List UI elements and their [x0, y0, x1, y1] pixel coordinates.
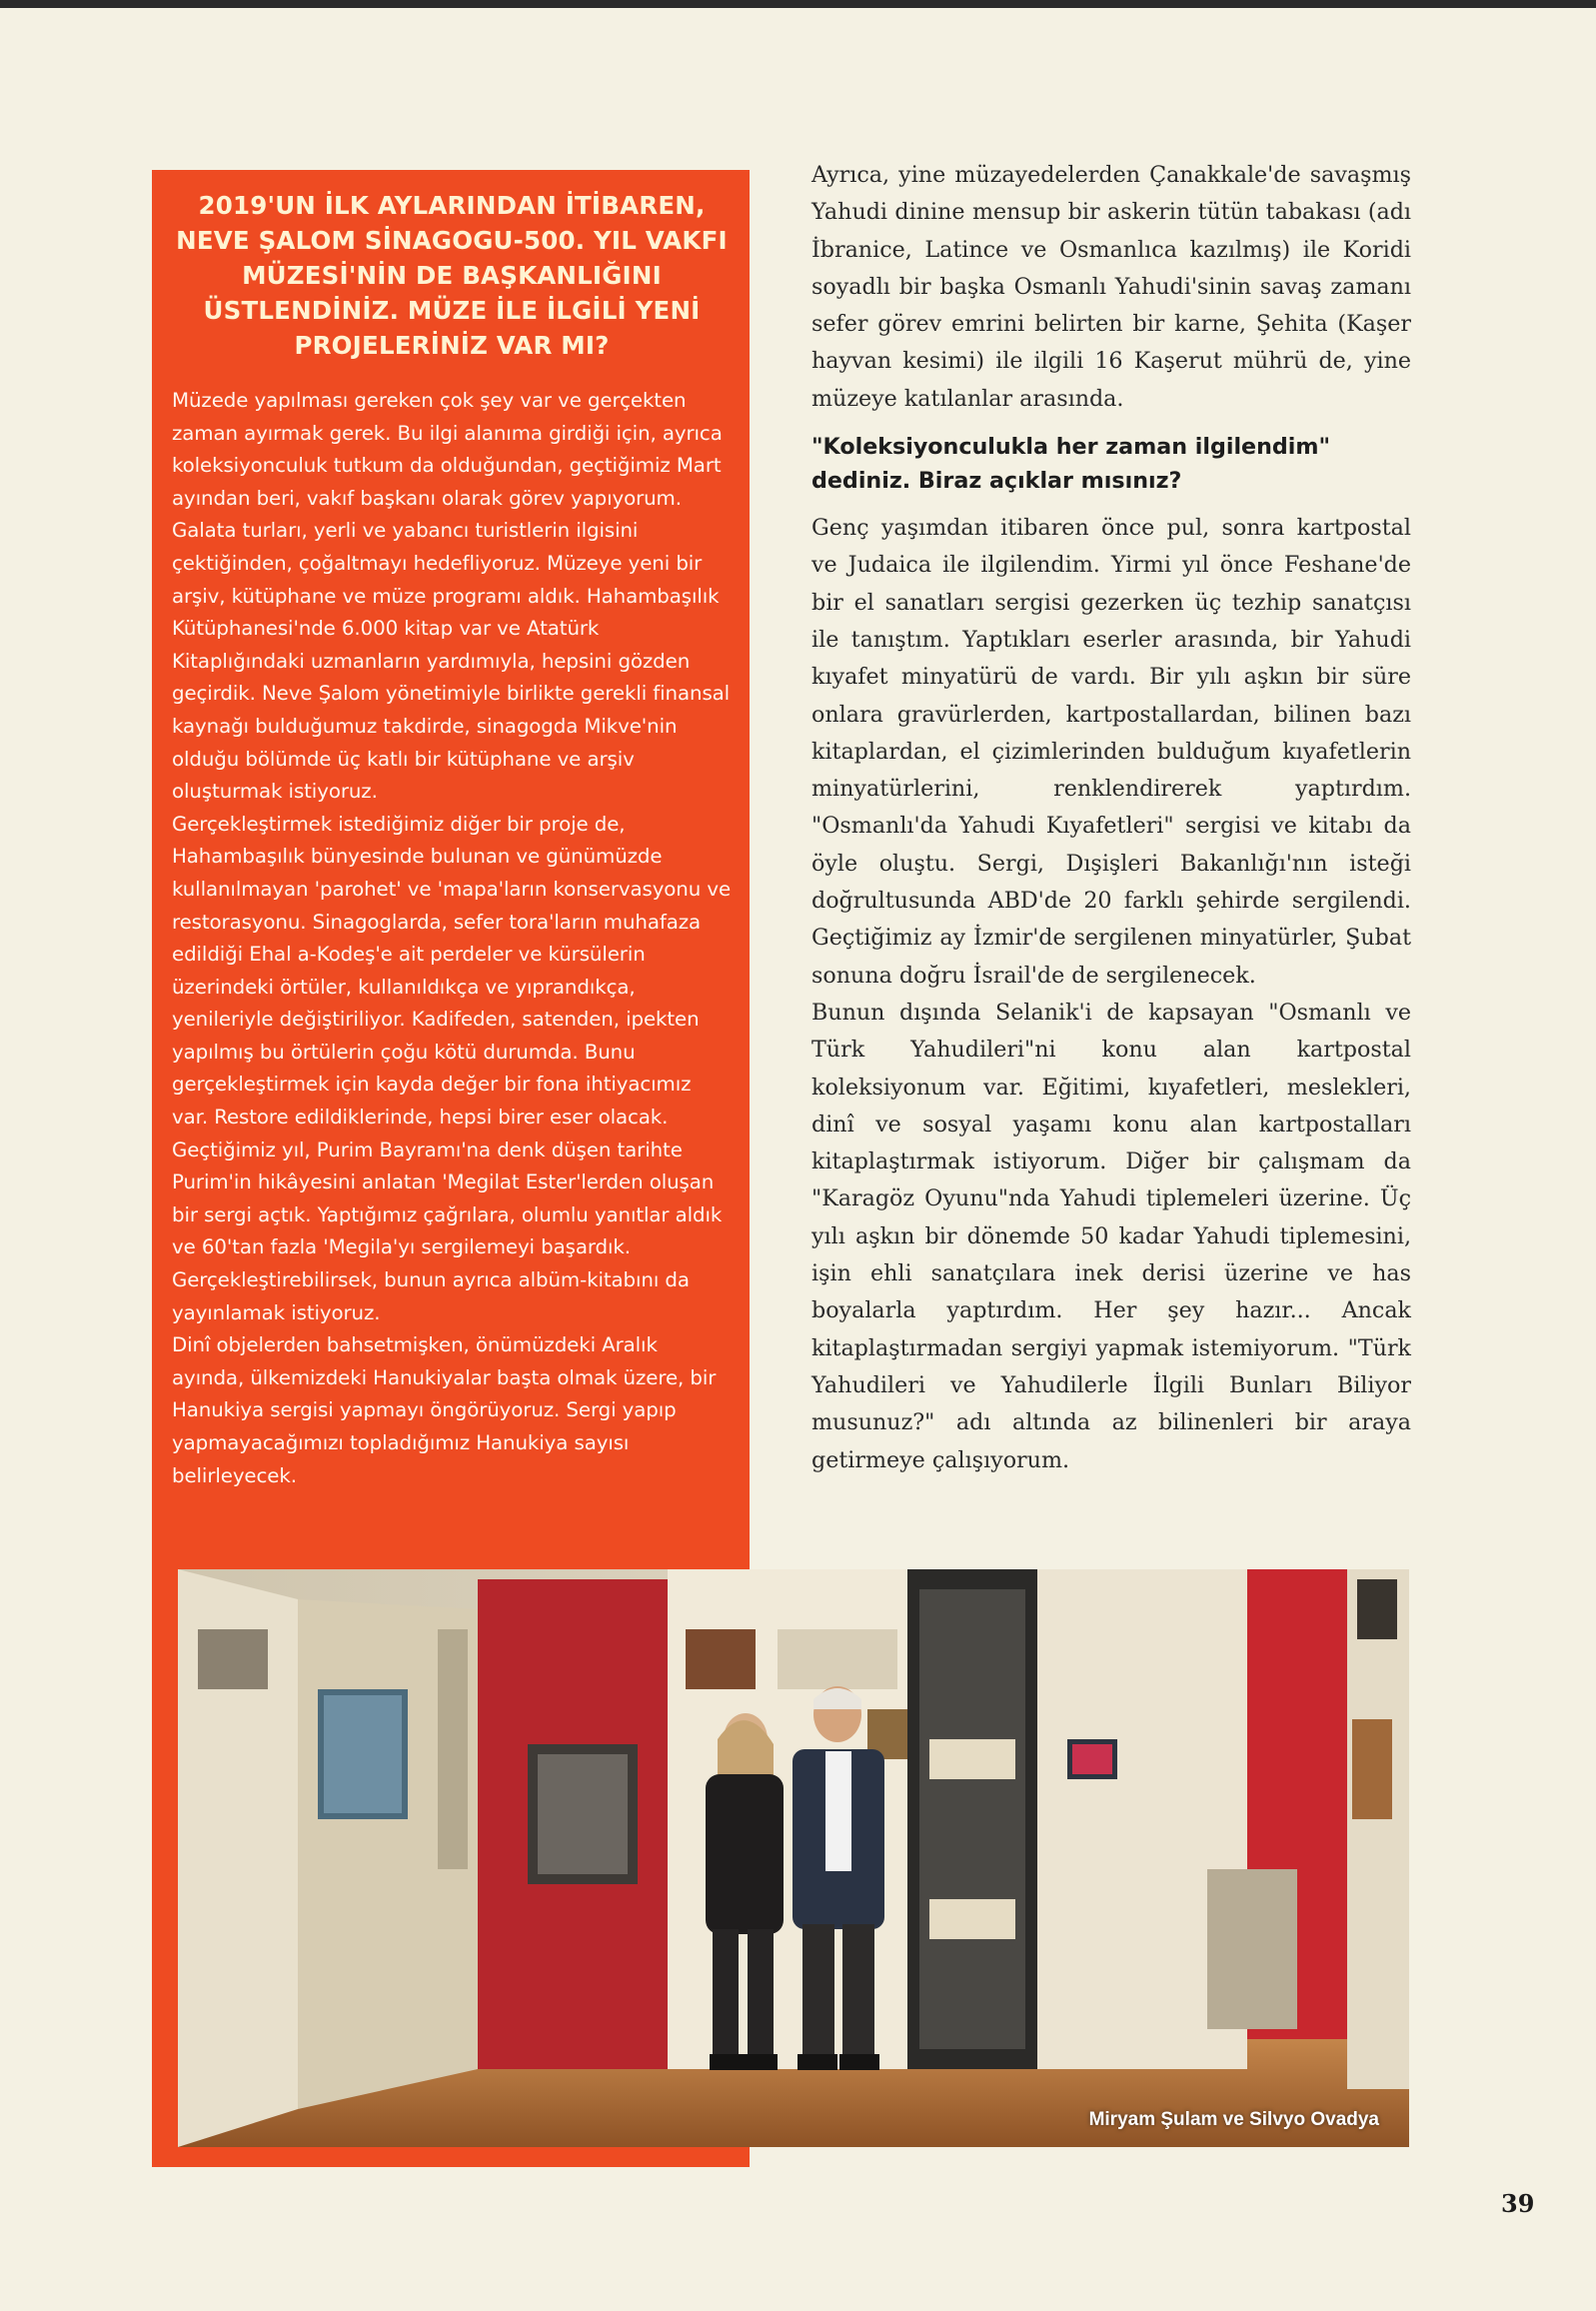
box-paragraph: Dinî objelerden bahsetmişken, önümüzdeki Aralık ayında, ülkemizdeki Hanukiyalar başta olmak üzere, bir Hanukiya sergisi yapmayı öngörüyoruz. Sergi yapıp yapmayacağımızı topladığımız Hanukiya sayısı belirleyecek. — [172, 1333, 717, 1487]
article-paragraph: Genç yaşımdan itibaren önce pul, sonra kartpostal ve Judaica ile ilgilendim. Yirmi yıl önce Feshane'de bir el sanatları sergisi gezerken üç tezhip sanatçısı ile tanıştım. Yaptıkları eserler arasında, bir Yahudi kıyafet minyatürü de vardı. Bir yılı aşkın bir süre onlara gravürlerden, kartpostallardan, bilinen bazı kitaplardan, el çizimlerinden bulduğum kıyafetlerin minyatürlerini, renklendirerek yaptırdım. "Osmanlı'da Yahudi Kıyafetleri" sergisi ve kitabı da öyle oluştu. Sergi, Dışişleri Bakanlığı'nın isteği doğrultusunda ABD'de 20 farklı şehirde sergilendi. Geçtiğimiz ay İzmir'de sergilenen minyatürler, Şubat sonuna doğru İsrail'de de sergilenecek. — [811, 515, 1411, 989]
article-paragraph: Ayrıca, yine müzayedelerden Çanakkale'de savaşmış Yahudi dinine mensup bir askerin tütün tabakası (adı İbranice, Latince ve Osmanlıca kazılmış) ile Koridi soyadlı bir başka Osmanlı Yahudi'sinin savaş zamanı sefer görev emrini belirten bir karne, Şehita (Kaşer hayvan kesimi) ile ilgili 16 Kaşerut mührü de, yine müzeye katılanlar arasında. — [811, 162, 1411, 412]
page-number: 39 — [1501, 2189, 1535, 2218]
museum-photo — [152, 1569, 1409, 2167]
article-paragraph: Bunun dışında Selanik'i de kapsayan "Osmanlı ve Türk Yahudileri"ni konu alan kartpostal koleksiyonum var. Eğitimi, kıyafetleri, meslekleri, dinî ve sosyal yaşamı konu alan kartpostalları kitaplaştırmak istiyorum. Diğer bir çalışmam da "Karagöz Oyunu"nda Yahudi tiplemeleri üzerine. Üç yılı aşkın bir dönemde 50 kadar Yahudi tiplemesini, işin ehli sanatçılara inek derisi üzerine ve has boyalarla yaptırdım. Her şey hazır... Ancak kitaplaştırmadan sergiyi yapmak istemiyorum. "Türk Yahudileri ve Yahudilerle İlgili Bunları Biliyor musunuz?" adı altında az bilinenleri bir araya getirmeye çalışıyorum. — [811, 999, 1411, 1473]
interview-question-box — [152, 170, 750, 1569]
box-answer-text — [172, 385, 732, 1492]
museum-interior-image — [178, 1569, 1409, 2147]
box-question-heading: 2019'UN İLK AYLARINDAN İTİBAREN, NEVE ŞALOM SİNAGOGU-500. YIL VAKFI MÜZESİ'NİN DE BAŞKANLIĞINI ÜSTLENDİNİZ. MÜZE İLE İLGİLİ YENİ PROJELERİNİZ VAR MI? — [176, 191, 728, 360]
box-paragraph: Müzede yapılması gereken çok şey var ve gerçekten zaman ayırmak gerek. Bu ilgi alanıma girdiği için, ayrıca koleksiyonculuk tutkum da olduğundan, geçtiğimiz Mart ayından beri, vakıf başkanı olarak görev yapıyorum. Galata turları, yerli ve yabancı turistlerin ilgisini çektiğinden, çoğaltmayı hedefliyoruz. Müzeye yeni bir arşiv, kütüphane ve müze programı aldık. Hahambaşılık Kütüphanesi'nde 6.000 kitap var ve Atatürk Kitaplığındaki uzmanların yardımıyla, hepsini gözden geçirdik. Neve Şalom yönetimiyle birlikte gerekli finansal kaynağı bulduğumuz takdirde, sinagogda Mikve'nin olduğu bölümde üç katlı bir kütüphane ve arşiv oluşturmak istiyoruz. — [172, 389, 731, 804]
photo-caption: Miryam Şulam ve Silvyo Ovadya — [1088, 2109, 1379, 2130]
box-paragraph: Gerçekleştirmek istediğimiz diğer bir proje de, Hahambaşılık bünyesinde bulunan ve günümüzde kullanılmayan 'parohet' ve 'mapa'ların konservasyonu ve restorasyonu. Sinagoglarda, sefer tora'ların muhafaza edildiği Ehal a-Kodeş'e ait perdeler ve kürsülerin üzerindeki örtüler, kullanıldıkça ve yıprandıkça, yenileriyle değiştiriliyor. Kadifeden, satenden, ipekten yapılmış bu örtülerin çoğu kötü durumda. Bunu gerçekleştirmek için kayda değer bir fona ihtiyacımız var. Restore edildiklerinde, hepsi birer eser olacak. — [172, 812, 732, 1130]
scan-top-edge — [0, 0, 1596, 8]
interview-question: "Koleksiyonculukla her zaman ilgilendim" dediniz. Biraz açıklar mısınız? — [811, 434, 1331, 495]
right-column-article — [811, 157, 1411, 1479]
box-paragraph: Geçtiğimiz yıl, Purim Bayramı'na denk düşen tarihte Purim'in hikâyesini anlatan 'Megilat Ester'lerden oluşan bir sergi açtık. Yaptığımız çağrılara, olumlu yanıtlar aldık ve 60'tan fazla 'Megila'yı sergilemeyi başardık. Gerçekleştirebilirsek, bunun ayrıca albüm-kitabını da yayınlamak istiyoruz. — [172, 1138, 723, 1324]
museum-interior-illustration — [178, 1569, 1409, 2147]
